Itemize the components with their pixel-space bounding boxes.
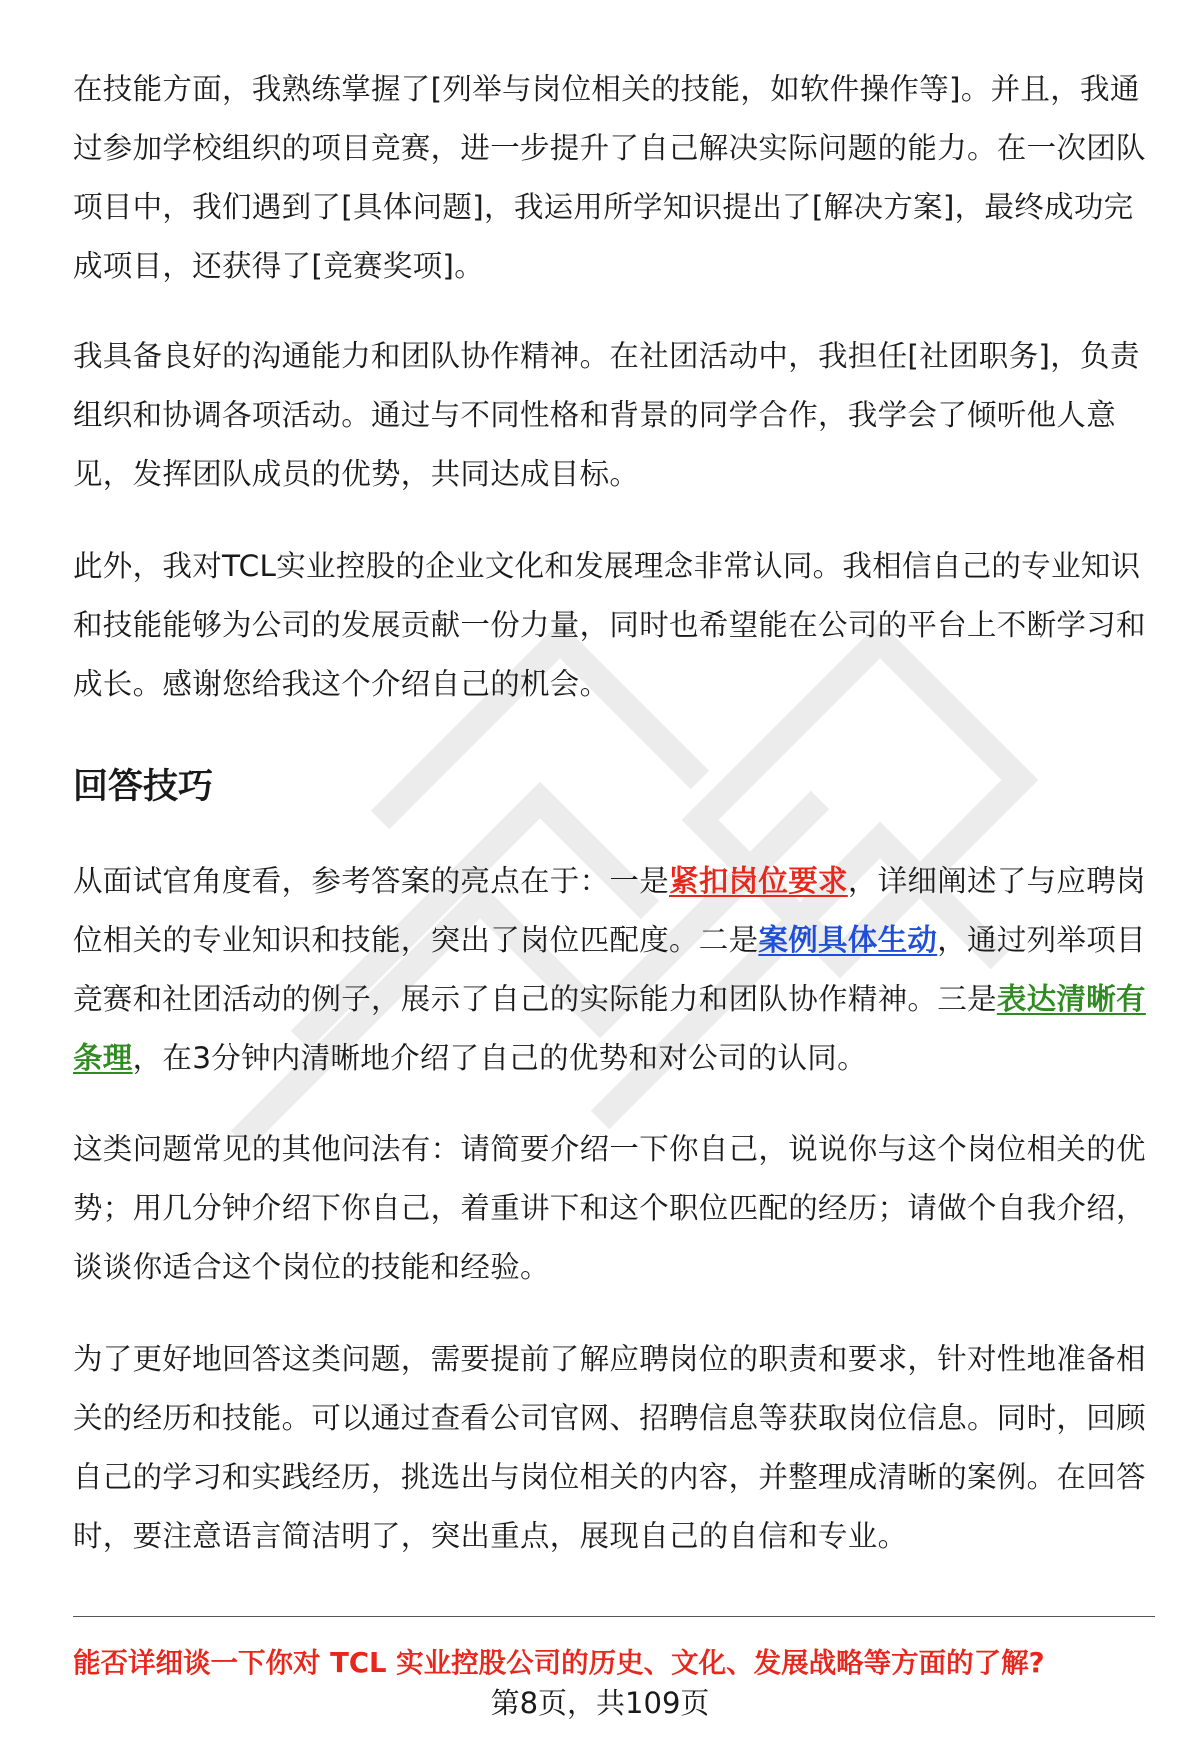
highlight-vivid-cases: 案例具体生动 (758, 923, 938, 957)
highlight-clear-expression: 表达清晰有条理 (73, 982, 1146, 1075)
paragraph-teamwork: 我具备良好的沟通能力和团队协作精神。在社团活动中，我担任[社团职务]，负责组织和协调各项活动。通过与不同性格和背景的同学合作，我学会了倾听他人意见，发挥团队成员的优势，共同达成目标。 (73, 339, 1140, 491)
tips-text-4: ，在3分钟内清晰地介绍了自己的优势和对公司的认同。 (132, 1041, 867, 1075)
tips-text-1: 从面试官角度看，参考答案的亮点在于：一是 (73, 864, 670, 898)
tips-text-3: ，通过列举项目竞赛和社团活动的例子，展示了自己的实际能力和团队协作精神。三是 (73, 923, 1146, 1016)
page-number: 第8页，共109页 (490, 1686, 710, 1720)
paragraph-preparation-advice: 为了更好地回答这类问题，需要提前了解应聘岗位的职责和要求，针对性地准备相关的经历和技能。可以通过查看公司官网、招聘信息等获取岗位信息。同时，回顾自己的学习和实践经历，挑选出与岗位相关的内容，并整理成清晰的案例。在回答时，要注意语言简洁明了，突出重点，展现自己的自信和专业。 (73, 1342, 1146, 1553)
paragraph-alternative-questions: 这类问题常见的其他问法有：请简要介绍一下你自己，说说你与这个岗位相关的优势；用几分钟介绍下你自己，着重讲下和这个职位匹配的经历；请做个自我介绍，谈谈你适合这个岗位的技能和经验。 (73, 1132, 1146, 1284)
next-question-title: 能否详细谈一下你对 TCL 实业控股公司的历史、文化、发展战略等方面的了解? (73, 1647, 1045, 1679)
highlight-job-requirements: 紧扣岗位要求 (669, 864, 848, 898)
section-divider (73, 1616, 1155, 1617)
section-heading: 回答技巧 (73, 767, 214, 807)
tips-text-2: ，详细阐述了与应聘岗位相关的专业知识和技能，突出了岗位匹配度。二是 (73, 864, 1146, 957)
paragraph-skills: 在技能方面，我熟练掌握了[列举与岗位相关的技能，如软件操作等]。并且，我通过参加学校组织的项目竞赛，进一步提升了自己解决实际问题的能力。在一次团队项目中，我们遇到了[具体问题]，我运用所学知识提出了[解决方案]，最终成功完成项目，还获得了[竞赛奖项]。 (73, 72, 1146, 283)
paragraph-company-culture: 此外，我对TCL实业控股的企业文化和发展理念非常认同。我相信自己的专业知识和技能能够为公司的发展贡献一份力量，同时也希望能在公司的平台上不断学习和成长。感谢您给我这个介绍自己的机会。 (73, 549, 1146, 701)
paragraph-answer-tips (73, 852, 1153, 1088)
